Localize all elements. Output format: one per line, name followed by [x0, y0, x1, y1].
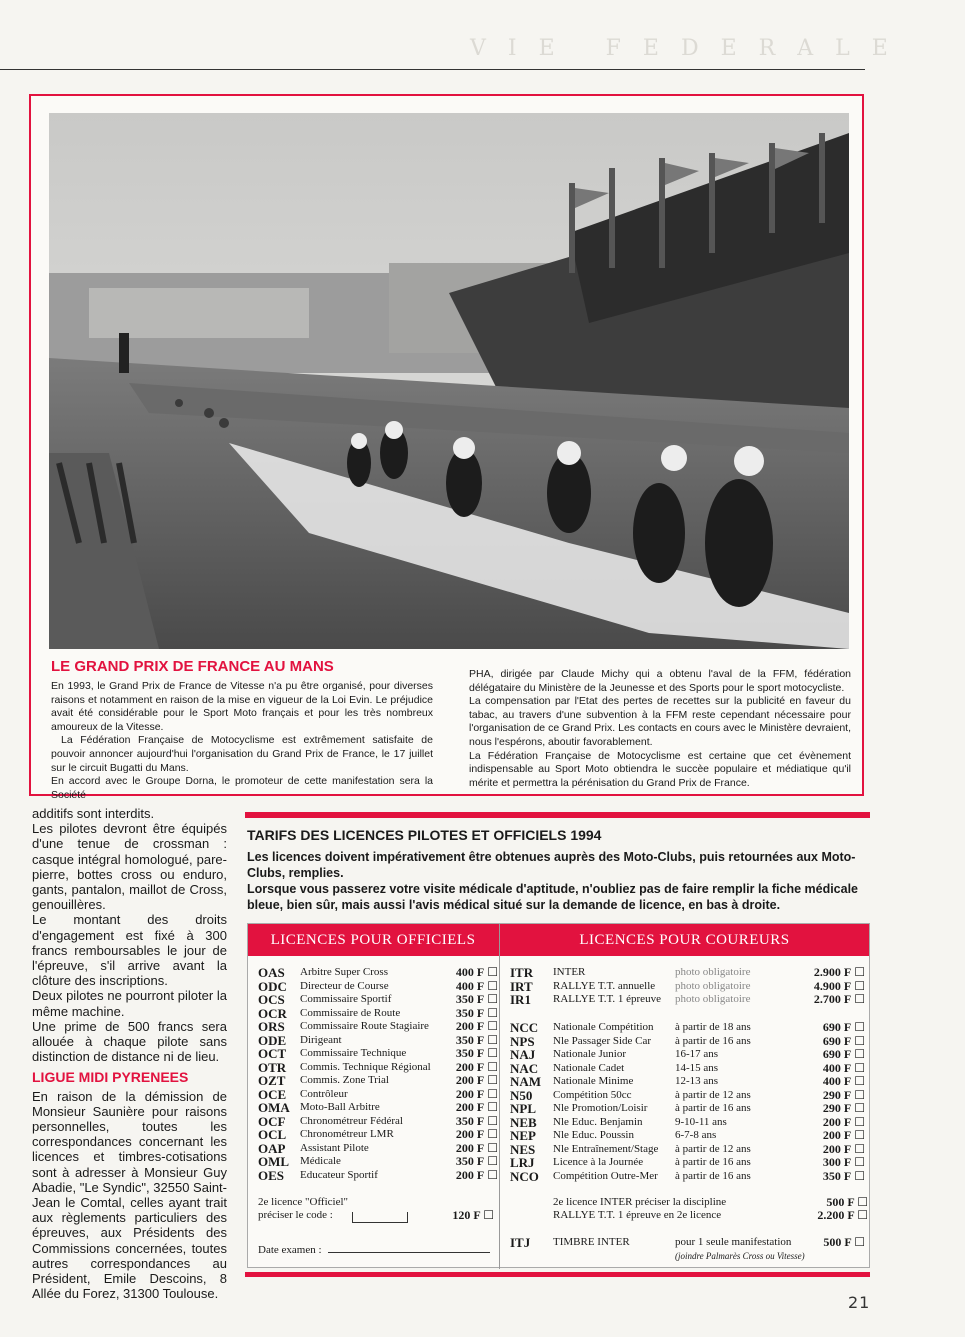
race-photo-image	[49, 113, 849, 649]
tarifs-intro	[247, 849, 872, 913]
ligue-text: En raison de la démission de Monsieur Saunière pour raisons personnelles, toutes les correspondances concernant les licences et timbres-cotisations sont à adresser à Monsieur Guy Abadie, "Le Syndic", 32550 Saint-Jean le Comtal, celles ayant trait aux règlements particuliers des épreuves, aux Présidents des Commissions concernées, toutes autres correspondances au Président, Emile Descoins, 8 Allée du Forez, 31300 Toulouse.	[32, 1088, 227, 1302]
licence-code: OAP	[258, 1140, 286, 1156]
licence-price	[814, 980, 865, 994]
licence-label: Nle Educ. Benjamin	[553, 1115, 643, 1128]
licence-price	[456, 1007, 498, 1021]
licence-code: OCR	[258, 1005, 287, 1021]
licence-label: Commissaire Route Stagiaire	[300, 1020, 429, 1032]
checkbox-icon[interactable]: ☐	[851, 1168, 865, 1183]
licence-code: LRJ	[510, 1155, 535, 1170]
licence-row	[510, 1021, 865, 1035]
rallye-label: RALLYE T.T. 1 épreuve en 2e licence	[553, 1209, 722, 1221]
section-header: VIE FEDERALE	[470, 36, 910, 61]
feature-right-paragraph: La compensation par l'Etat des pertes de recettes sur la publicité en faveur du tabac, au travers d'une subvention à la FFM reste cependant nécessaire pour l'organisation de ce Grand Prix. Les contacts en cours avec le Ministère devraient, nous l'espérons, aboutir favorablement.	[469, 695, 851, 748]
licence-price	[823, 1102, 865, 1116]
date-examen-field[interactable]	[328, 1252, 490, 1253]
checkbox-icon[interactable]: ☐	[484, 978, 498, 993]
licence-price-value: 690 F	[822, 1033, 852, 1048]
licence-condition: photo obligatoire	[675, 966, 751, 978]
licence-label: Contrôleur	[300, 1087, 348, 1100]
checkbox-icon[interactable]: ☐	[851, 1128, 865, 1142]
checkbox-icon[interactable]: ☐	[851, 1114, 865, 1129]
checkbox-icon[interactable]: ☐	[484, 1086, 498, 1101]
licence-label: Commis. Technique Régional	[300, 1060, 431, 1073]
checkbox-icon[interactable]: ☐	[484, 1100, 498, 1114]
licence-condition: 6-7-8 ans	[675, 1129, 717, 1141]
licence-price	[456, 1061, 498, 1075]
licence-label: Médicale	[300, 1155, 341, 1167]
licence-price	[823, 1143, 865, 1157]
licence-price-value: 200 F	[455, 1167, 485, 1182]
licence-label: Commissaire de Route	[300, 1006, 401, 1019]
licence-label: Nationale Cadet	[553, 1061, 625, 1074]
licence-price-value: 350 F	[455, 1046, 485, 1060]
tarifs-top-bar	[245, 812, 870, 818]
licence-price	[823, 1170, 865, 1184]
licence-code: ORS	[258, 1019, 285, 1034]
licence-row	[510, 1170, 865, 1184]
checkbox-icon[interactable]: ☐	[851, 965, 865, 979]
licence-row	[258, 980, 498, 994]
licence-price-value: 200 F	[455, 1140, 485, 1155]
timbre-label: TIMBRE INTER	[553, 1236, 630, 1248]
header-coureurs: LICENCES POUR COUREURS	[579, 932, 790, 948]
licence-label: Nle Promotion/Loisir	[553, 1102, 648, 1114]
licence-row	[510, 980, 865, 994]
feature-text-left	[51, 680, 433, 802]
second-licence-line2: préciser le code :	[258, 1209, 333, 1221]
licence-price	[823, 1021, 865, 1035]
licence-row	[258, 1115, 498, 1129]
licence-row	[258, 1101, 498, 1115]
licence-row	[510, 1143, 865, 1157]
left-paragraph: Une prime de 500 francs sera allouée à chaque pilote sans distinction de distance ni de lieu.	[32, 1018, 227, 1065]
licence-table	[247, 923, 870, 1268]
header-officiels: LICENCES POUR OFFICIELS	[270, 932, 476, 948]
licence-label: Commissaire Sportif	[300, 993, 392, 1005]
timbre-cond: pour 1 seule manifestation	[675, 1236, 792, 1248]
licence-row	[510, 1129, 865, 1143]
checkbox-icon[interactable]: ☐	[484, 1046, 498, 1060]
left-paragraph: additifs sont interdits.	[32, 806, 155, 821]
second-inter-label: 2e licence INTER préciser la discipline	[553, 1196, 727, 1208]
licence-price	[456, 1020, 498, 1034]
licence-label: Assistant Pilote	[300, 1141, 369, 1154]
feature-right-paragraph: La Fédération Française de Motocyclisme est certaine que cet évènement indispensable au Sport Moto obtiendra le succèe populaire et médiatique qu'il mérite et permettra la pérénisation du Grand Prix de France.	[469, 749, 851, 789]
licence-code: OCF	[258, 1113, 286, 1129]
licence-label: Compétition Outre-Mer	[553, 1169, 658, 1182]
licence-code: NCO	[510, 1168, 539, 1184]
licence-label: Nationale Compétition	[553, 1021, 654, 1033]
second-inter	[553, 1196, 868, 1222]
licence-row	[510, 1035, 865, 1049]
tarifs-bottom-bar	[245, 1272, 870, 1277]
licence-price-value: 200 F	[455, 1059, 485, 1074]
second-licence-line1: 2e licence "Officiel"	[258, 1196, 349, 1208]
licence-condition: à partir de 16 ans	[675, 1169, 751, 1182]
licence-price-value: 4.900 F	[813, 978, 852, 993]
feature-text-right	[469, 668, 851, 790]
page-number: 21	[848, 1293, 871, 1312]
checkbox-icon[interactable]: ☐	[484, 1127, 498, 1141]
checkbox-icon[interactable]: ☐	[857, 1195, 868, 1209]
licence-price	[456, 980, 498, 994]
licence-condition: à partir de 16 ans	[675, 1156, 751, 1168]
licence-price	[456, 1128, 498, 1142]
left-paragraph: Deux pilotes ne pourront piloter la même machine.	[32, 988, 227, 1019]
licence-price	[823, 1062, 865, 1076]
code-input[interactable]	[352, 1212, 408, 1223]
licence-price	[456, 1155, 498, 1169]
licence-code: OML	[258, 1154, 290, 1169]
licence-label: Dirigeant	[300, 1033, 342, 1046]
licence-row	[510, 966, 865, 980]
licence-price	[456, 1034, 498, 1048]
licence-code: IR1	[510, 992, 531, 1007]
licence-price	[823, 1156, 865, 1170]
licence-row	[510, 1116, 865, 1130]
licence-label: Directeur de Course	[300, 979, 389, 992]
licence-price	[456, 1169, 498, 1183]
licence-code: NCC	[510, 1020, 539, 1035]
licence-price	[823, 1116, 865, 1130]
licence-code: NEP	[510, 1128, 536, 1143]
licence-label: Compétition 50cc	[553, 1088, 632, 1101]
licence-price	[823, 1129, 865, 1143]
checkbox-icon[interactable]: ☐	[483, 1208, 494, 1222]
licence-price-value: 290 F	[822, 1101, 852, 1115]
licence-price	[823, 1048, 865, 1062]
licence-row	[258, 993, 498, 1007]
licence-label: RALLYE T.T. annuelle	[553, 979, 656, 992]
checkbox-icon[interactable]: ☐	[851, 978, 865, 993]
licence-row	[258, 1061, 498, 1075]
licence-code: ITR	[510, 965, 534, 980]
licence-price-value: 350 F	[455, 1113, 485, 1128]
licence-condition: 9-10-11 ans	[675, 1115, 727, 1128]
tarifs-intro-2: Lorsque vous passerez votre visite médicale d'aptitude, n'oubliez pas de faire remplir la fiche médicale bleue, bien sûr, mais aussi l'avis médical situé sur la demande de licence, en bas à droite.	[247, 882, 859, 912]
licence-row	[258, 966, 498, 980]
checkbox-icon[interactable]: ☐	[484, 1059, 498, 1074]
licence-row	[510, 1048, 865, 1062]
licence-price-value: 200 F	[455, 1100, 485, 1114]
licence-condition: 14-15 ans	[675, 1061, 719, 1074]
licence-price-value: 300 F	[822, 1155, 852, 1169]
licence-label: Arbitre Super Cross	[300, 966, 388, 978]
checkbox-icon[interactable]: ☐	[854, 1235, 865, 1249]
licence-row	[510, 1075, 865, 1089]
licence-label: Moto-Ball Arbitre	[300, 1101, 380, 1113]
licence-price	[823, 1089, 865, 1103]
licence-price	[456, 966, 498, 980]
licence-code: OTR	[258, 1059, 287, 1075]
table-header	[248, 924, 869, 956]
licence-label: Nle Educ. Poussin	[553, 1129, 634, 1141]
licence-label: Commissaire Technique	[300, 1047, 407, 1059]
licence-code: OES	[258, 1167, 285, 1183]
second-licence-price-value: 120 F	[452, 1208, 481, 1222]
timbre-note: (joindre Palmarès Cross ou Vitesse)	[675, 1251, 805, 1261]
licence-price	[823, 1035, 865, 1049]
second-inter-price: 500 F	[826, 1195, 855, 1209]
licence-code: IRT	[510, 978, 533, 994]
licence-price	[456, 1088, 498, 1102]
checkbox-icon[interactable]: ☐	[484, 1113, 498, 1128]
licence-row	[510, 1102, 865, 1116]
date-examen-label: Date examen :	[258, 1244, 322, 1256]
licence-label: Educateur Sportif	[300, 1168, 378, 1181]
licence-price-value: 400 F	[822, 1060, 852, 1075]
licence-condition: à partir de 18 ans	[675, 1021, 751, 1033]
left-paragraph: Les pilotes devront être équipés d'une tenue de crossman : casque intégral homologué, pare-pierre, bottes cross ou enduro, gants, pantalon, maillot de Cross, genouillères.	[32, 821, 227, 913]
licence-row	[258, 1169, 498, 1183]
licence-price-value: 690 F	[822, 1020, 852, 1034]
licence-code: ODC	[258, 978, 287, 994]
race-photo	[49, 113, 849, 649]
feature-left-paragraph: En accord avec le Groupe Dorna, le promoteur de cette manifestation sera la Société	[51, 775, 433, 801]
ligue-title: LIGUE MIDI PYRENEES	[32, 1069, 189, 1086]
feature-left-paragraph: La Fédération Française de Motocyclisme est extrêmement satisfaite de pouvoir annoncer aujourd'hui l'organisation du Grand Prix de France, le 17 juillet sur le circuit Bugatti du Mans.	[51, 734, 433, 774]
licence-row	[258, 1142, 498, 1156]
checkbox-icon[interactable]: ☐	[857, 1208, 868, 1222]
licence-price-value: 290 F	[822, 1087, 852, 1102]
licence-row	[258, 1155, 498, 1169]
licence-row	[510, 1089, 865, 1103]
left-column	[32, 806, 227, 1302]
licence-code: OZT	[258, 1073, 286, 1088]
licence-condition: photo obligatoire	[675, 979, 751, 992]
checkbox-icon[interactable]: ☐	[851, 1060, 865, 1075]
checkbox-icon[interactable]: ☐	[484, 965, 498, 979]
checkbox-icon[interactable]: ☐	[484, 1073, 498, 1087]
licence-code: NPS	[510, 1033, 535, 1049]
checkbox-icon[interactable]: ☐	[851, 1047, 865, 1061]
licence-price-value: 400 F	[455, 965, 485, 979]
licence-price-value: 2.900 F	[813, 965, 852, 979]
checkbox-icon[interactable]: ☐	[484, 1154, 498, 1168]
licence-label: INTER	[553, 966, 586, 978]
licence-price-value: 200 F	[455, 1086, 485, 1101]
licence-price	[456, 1115, 498, 1129]
licence-label: Nle Entraînement/Stage	[553, 1142, 659, 1155]
header-rule	[0, 69, 865, 70]
licence-code: NPL	[510, 1101, 536, 1116]
licence-code: OMA	[258, 1100, 290, 1115]
licence-price-value: 2.700 F	[813, 992, 852, 1006]
licence-price	[456, 1101, 498, 1115]
timbre-code: ITJ	[510, 1235, 531, 1250]
licence-row	[258, 1020, 498, 1034]
licence-label: RALLYE T.T. 1 épreuve	[553, 993, 661, 1005]
licence-row	[258, 1034, 498, 1048]
licence-row	[258, 1074, 498, 1088]
licence-price-value: 350 F	[455, 1032, 485, 1047]
licence-price-value: 200 F	[822, 1128, 852, 1142]
licence-label: Nationale Minime	[553, 1075, 634, 1087]
checkbox-icon[interactable]: ☐	[484, 1140, 498, 1155]
licence-price-value: 200 F	[455, 1127, 485, 1141]
licence-row	[258, 1007, 498, 1021]
feature-box	[29, 94, 864, 801]
licence-condition: 12-13 ans	[675, 1075, 719, 1087]
licence-condition: à partir de 12 ans	[675, 1088, 751, 1101]
licence-label: Licence à la Journée	[553, 1156, 644, 1168]
checkbox-icon[interactable]: ☐	[851, 1020, 865, 1034]
licence-code: ODE	[258, 1032, 287, 1048]
checkbox-icon[interactable]: ☐	[484, 992, 498, 1006]
licence-price-value: 200 F	[822, 1114, 852, 1129]
licence-label: Nle Passager Side Car	[553, 1034, 652, 1047]
checkbox-icon[interactable]: ☐	[851, 1155, 865, 1169]
licence-label: Nationale Junior	[553, 1048, 627, 1060]
checkbox-icon[interactable]: ☐	[484, 1032, 498, 1047]
feature-right-paragraph: PHA, dirigée par Claude Michy qui a obtenu l'aval de la FFM, fédération délégataire du Ministère de la Jeunesse et des Sports pour le sport motocycliste.	[469, 668, 851, 694]
checkbox-icon[interactable]: ☐	[851, 1074, 865, 1088]
rallye-price: 2.200 F	[817, 1208, 855, 1222]
licence-code: OCL	[258, 1127, 287, 1142]
licence-condition: photo obligatoire	[675, 993, 751, 1005]
feature-left-paragraph: En 1993, le Grand Prix de France de Vitesse n'a pu être organisé, pour diverses raisons et notamment en raison de la mise en vigueur de la Loi Evin. Le préjudice avait été considérable pour le Sport Moto français et pour les très nombreux amoureux de la Vitesse.	[51, 680, 433, 733]
licence-code: OAS	[258, 965, 285, 980]
licence-price-value: 400 F	[822, 1074, 852, 1088]
tarifs-title: TARIFS DES LICENCES PILOTES ET OFFICIELS 1994	[247, 827, 602, 843]
licence-label: Commis. Zone Trial	[300, 1074, 389, 1086]
licence-price-value: 690 F	[822, 1047, 852, 1061]
licence-label: Chronométreur LMR	[300, 1128, 394, 1140]
licence-label: Chronométreur Fédéral	[300, 1114, 403, 1127]
checkbox-icon[interactable]: ☐	[484, 1167, 498, 1182]
licence-code: N50	[510, 1087, 533, 1103]
checkbox-icon[interactable]: ☐	[484, 1005, 498, 1020]
checkbox-icon[interactable]: ☐	[851, 992, 865, 1006]
licence-code: NAM	[510, 1074, 542, 1089]
timbre-inter-row	[510, 1236, 865, 1266]
licence-price-value: 200 F	[455, 1019, 485, 1033]
licence-row	[510, 1156, 865, 1170]
licence-price	[814, 966, 865, 980]
licence-code: OCT	[258, 1046, 287, 1061]
licence-row	[258, 1128, 498, 1142]
table-divider	[499, 924, 500, 1269]
licence-code: OCE	[258, 1086, 287, 1102]
checkbox-icon[interactable]: ☐	[851, 1101, 865, 1115]
checkbox-icon[interactable]: ☐	[484, 1019, 498, 1033]
checkbox-icon[interactable]: ☐	[851, 1033, 865, 1048]
licence-condition: à partir de 12 ans	[675, 1142, 751, 1155]
licence-code: OCS	[258, 992, 285, 1007]
tarifs-intro-1: Les licences doivent impérativement être obtenues auprès des Moto-Clubs, puis retournées aux Moto-Clubs, remplies.	[247, 850, 856, 880]
licence-price	[456, 1047, 498, 1061]
feature-title: LE GRAND PRIX DE FRANCE AU MANS	[51, 658, 334, 675]
timbre-price: 500 F	[823, 1235, 852, 1249]
licence-price-value: 350 F	[455, 1154, 485, 1168]
licence-row	[258, 1088, 498, 1102]
licence-condition: à partir de 16 ans	[675, 1034, 751, 1047]
licence-price	[456, 1074, 498, 1088]
licence-code: NAJ	[510, 1047, 536, 1062]
licence-price-value: 200 F	[822, 1141, 852, 1156]
licence-price-value: 350 F	[455, 1005, 485, 1020]
licence-price-value: 200 F	[455, 1073, 485, 1087]
licence-price-value: 350 F	[455, 992, 485, 1006]
licence-price	[456, 993, 498, 1007]
licence-price	[823, 1075, 865, 1089]
licence-price-value: 400 F	[455, 978, 485, 993]
licence-code: NAC	[510, 1060, 539, 1076]
licence-code: NES	[510, 1141, 536, 1157]
licence-condition: 16-17 ans	[675, 1048, 719, 1060]
licence-code: NEB	[510, 1114, 537, 1130]
licence-price	[814, 993, 865, 1007]
licence-condition: à partir de 16 ans	[675, 1102, 751, 1114]
licence-price-value: 350 F	[822, 1168, 852, 1183]
checkbox-icon[interactable]: ☐	[851, 1087, 865, 1102]
left-paragraph: Le montant des droits d'engagement est fixé à 300 francs remboursables le jour de l'épreuve, s'il arrive avant la clôture des inscriptions.	[32, 912, 227, 989]
licence-row	[258, 1047, 498, 1061]
second-licence-price	[438, 1209, 494, 1222]
licence-row	[510, 993, 865, 1007]
licence-row	[510, 1062, 865, 1076]
checkbox-icon[interactable]: ☐	[851, 1141, 865, 1156]
licence-price	[456, 1142, 498, 1156]
